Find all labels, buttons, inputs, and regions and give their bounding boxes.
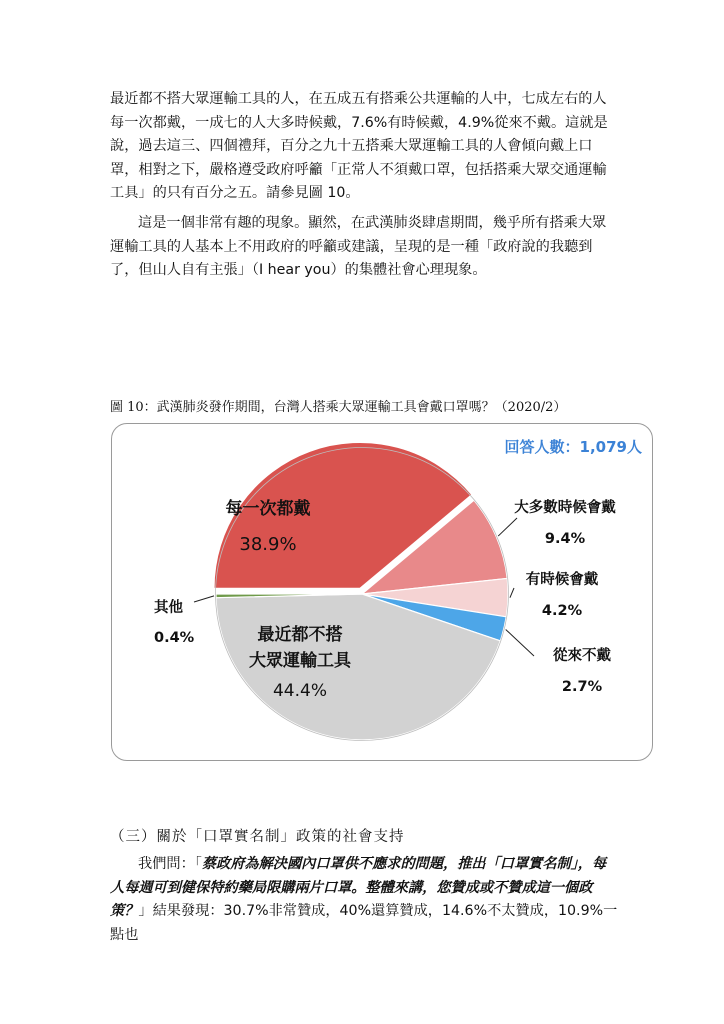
leader-line-4 <box>506 629 534 656</box>
leader-line-2 <box>498 518 517 536</box>
slice-label-not-riding-line-1: 最近都不搭 <box>257 625 343 645</box>
section-heading: （三）關於「口罩實名制」政策的社會支持 <box>110 829 405 845</box>
slice-value-sometimes: 4.2% <box>541 603 583 619</box>
leader-line-6 <box>194 596 214 602</box>
slice-value-every-time: 38.9% <box>239 534 297 555</box>
paragraph-2 <box>110 212 618 283</box>
slice-label-sometimes: 有時候會戴 <box>525 572 599 588</box>
paragraph-1: 最近都不搭大眾運輸工具的人，在五成五有搭乘公共運輸的人中，七成左右的人每一次都戴，一成七的人大多時候戴，7.6%有時候戴，4.9%從來不戴。這就是說，過去這三、四個禮拜，百分之九十五搭乘大眾運輸工具的人會傾向戴上口罩，相對之下，嚴格遵受政府呼籲「正常人不須戴口罩，包括搭乘大眾交通運輸工具」的只有百分之五。請參見圖 10。 <box>110 91 608 201</box>
slice-value-never: 2.7% <box>561 679 603 695</box>
slice-value-mostly: 9.4% <box>544 531 586 547</box>
pie-chart <box>112 424 653 761</box>
paragraph-3-question: 蔡政府為解決國內口罩供不應求的問題，推出「口罩實名制」，每人每週可到健保特約藥局限購兩片口罩。整體來講，您贊成或不贊成這一個政策？ <box>110 856 607 919</box>
paragraph-3-tail: 」結果發現：30.7%非常贊成，40%還算贊成，14.6%不太贊成，10.9%一點也 <box>110 903 618 943</box>
paragraph-3 <box>110 853 618 947</box>
slice-label-not-riding-line-2: 大眾運輸工具 <box>249 651 351 671</box>
respondents-label: 回答人數：1,079人 <box>504 438 642 456</box>
paragraph-3-lead: 我們問：「 <box>138 856 202 872</box>
paragraph-2-text: 這是一個非常有趣的現象。顯然，在武漢肺炎肆虐期間，幾乎所有搭乘大眾運輸工具的人基本上不用政府的呼籲或建議，呈現的是一種「政府說的我聽到了，但山人自有主張」（I hear you）的集體社會心理現象。 <box>110 215 607 278</box>
slice-label-mostly: 大多數時候會戴 <box>514 500 616 516</box>
leader-line-3 <box>510 588 514 598</box>
figure-caption: 圖 10：武漢肺炎發作期間，台灣人搭乘大眾運輸工具會戴口罩嗎？（2020/2） <box>110 400 567 415</box>
pie-slices <box>214 442 508 740</box>
chart-frame <box>111 423 653 761</box>
slice-value-other: 0.4% <box>154 630 195 646</box>
slice-label-every-time: 每一次都戴 <box>225 499 311 519</box>
slice-label-never: 從來不戴 <box>553 648 611 664</box>
slice-value-not-riding: 44.4% <box>272 681 328 701</box>
slice-label-other: 其他 <box>154 600 183 616</box>
